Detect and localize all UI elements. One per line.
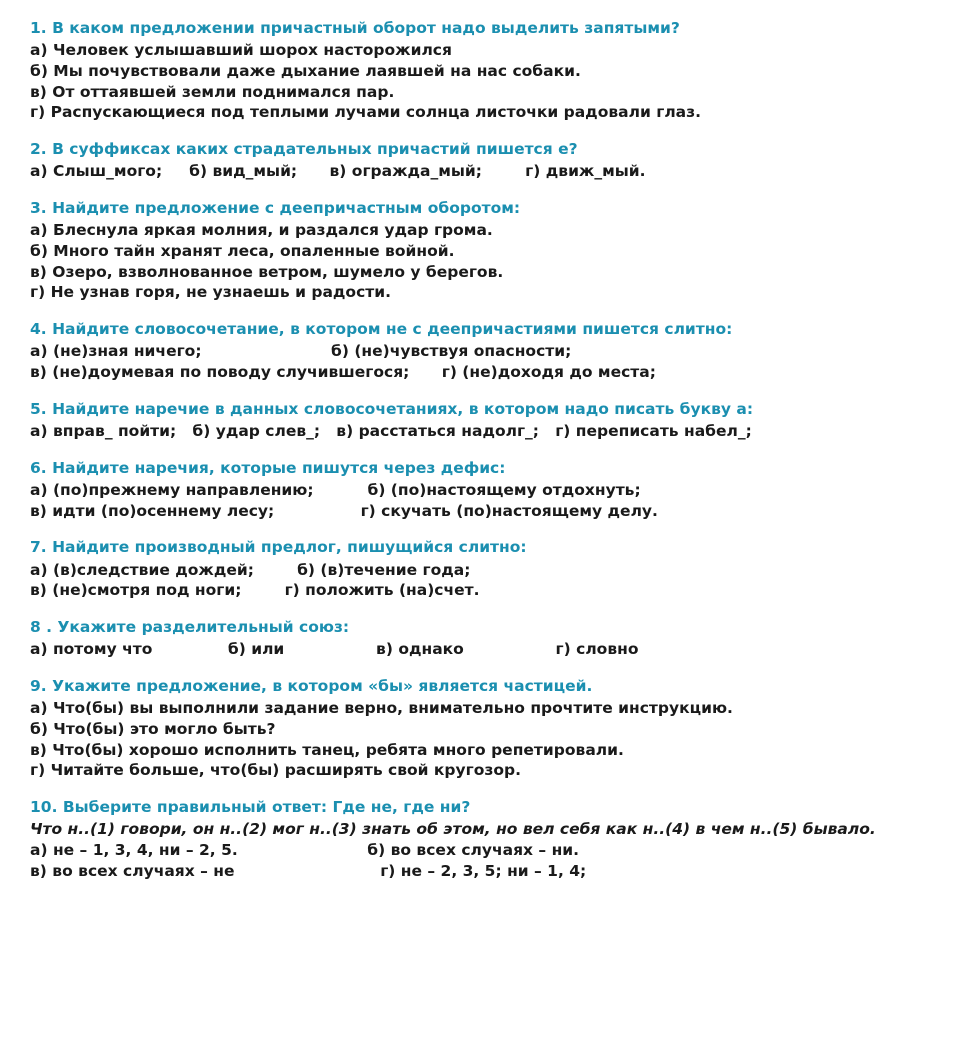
question-title-3: 3. Найдите предложение с деепричастным оборотом: [30, 198, 521, 217]
question-8-options: а) потому что б) или в) однако г) словно [30, 640, 639, 659]
question-block-8 [30, 617, 946, 660]
question-10-options-row-2: в) во всех случаях – не г) не – 2, 3, 5; ни – 1, 4; [30, 861, 587, 880]
question-10-sentence: Что н..(1) говори, он н..(2) мог н..(3) знать об этом, но вел себя как н..(4) в чем н..(5) бывало. [30, 820, 876, 839]
question-block-10 [30, 797, 946, 881]
question-6-options-row-2: в) идти (по)осеннему лесу; г) скучать (по)настоящему делу. [30, 501, 658, 520]
question-title-5: 5. Найдите наречие в данных словосочетаниях, в котором надо писать букву а: [30, 399, 754, 418]
question-title-2: 2. В суффиксах каких страдательных причастий пишется е? [30, 139, 578, 158]
question-title-8: 8 . Укажите разделительный союз: [30, 617, 350, 636]
question-title-4: 4. Найдите словосочетание, в котором не с деепричастиями пишется слитно: [30, 319, 733, 338]
question-7-options-row-1: а) (в)следствие дождей; б) (в)течение года; [30, 560, 471, 579]
question-block-9 [30, 676, 946, 781]
question-block-2 [30, 139, 946, 182]
question-1-option-a: а) Человек услышавший шорох насторожился [30, 41, 452, 60]
question-title-1: 1. В каком предложении причастный оборот надо выделить запятыми? [30, 19, 680, 37]
question-10-options-row-1: а) не – 1, 3, 4, ни – 2, 5. б) во всех случаях – ни. [30, 840, 580, 859]
question-block-3 [30, 198, 946, 303]
question-block-7 [30, 537, 946, 601]
question-title-7: 7. Найдите производный предлог, пишущийся слитно: [30, 538, 527, 557]
question-6-options-row-1: а) (по)прежнему направлению; б) (по)настоящему отдохнуть; [30, 481, 641, 500]
question-block-5 [30, 399, 946, 442]
question-9-option-a: а) Что(бы) вы выполнили задание верно, внимательно прочтите инструкцию. [30, 699, 733, 718]
question-4-options-row-1: а) (не)зная ничего; б) (не)чувствуя опасности; [30, 342, 572, 361]
question-9-option-v: в) Что(бы) хорошо исполнить танец, ребята много репетировали. [30, 740, 624, 759]
question-1-option-v: в) От оттаявшей земли поднимался пар. [30, 82, 395, 101]
question-1-option-g: г) Распускающиеся под теплыми лучами солнца листочки радовали глаз. [30, 103, 702, 122]
question-3-option-g: г) Не узнав горя, не узнаешь и радости. [30, 283, 391, 302]
question-title-6: 6. Найдите наречия, которые пишутся через дефис: [30, 458, 506, 477]
question-1-option-b: б) Мы почувствовали даже дыхание лаявшей на нас собаки. [30, 62, 581, 81]
question-7-options-row-2: в) (не)смотря под ноги; г) положить (на)счет. [30, 581, 480, 600]
question-9-option-b: б) Что(бы) это могло быть? [30, 720, 276, 739]
question-title-9: 9. Укажите предложение, в котором «бы» является частицей. [30, 676, 593, 695]
question-4-options-row-2: в) (не)доумевая по поводу случившегося; г) (не)доходя до места; [30, 362, 656, 381]
question-3-option-a: а) Блеснула яркая молния, и раздался удар грома. [30, 221, 493, 240]
question-5-options: а) вправ_ пойти; б) удар слев_; в) расстаться надолг_; г) переписать набел_; [30, 421, 752, 440]
question-block-1 [30, 18, 946, 123]
question-title-10: 10. Выберите правильный ответ: Где не, где ни? [30, 797, 471, 816]
question-block-6 [30, 458, 946, 522]
question-3-option-b: б) Много тайн хранят леса, опаленные войной. [30, 242, 455, 261]
question-block-4 [30, 319, 946, 383]
question-9-option-g: г) Читайте больше, что(бы) расширять свой кругозор. [30, 761, 522, 780]
question-3-option-v: в) Озеро, взволнованное ветром, шумело у берегов. [30, 262, 504, 281]
question-2-options: а) Слыш_мого; б) вид_мый; в) огражда_мый; г) движ_мый. [30, 162, 646, 181]
